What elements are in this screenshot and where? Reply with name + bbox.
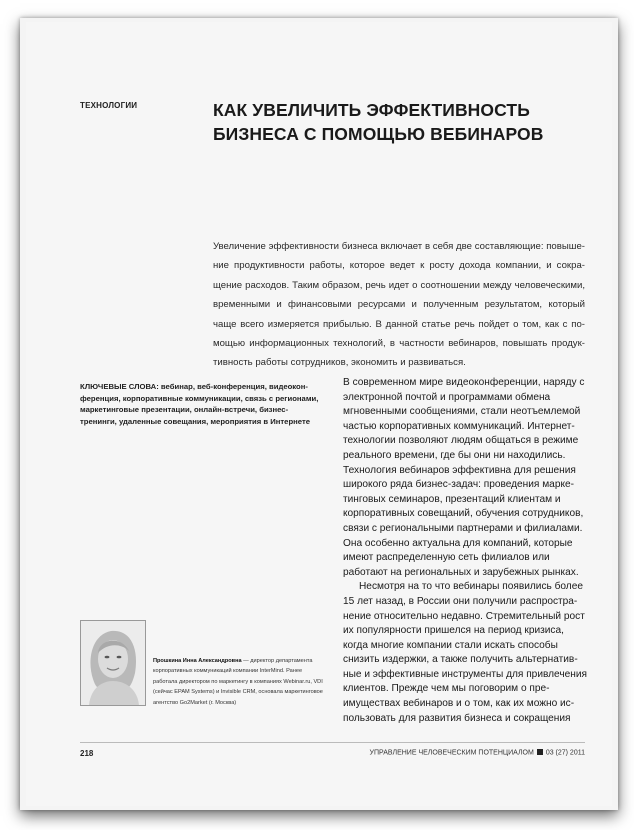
footer-divider [80, 742, 585, 743]
body-paragraph-2: Несмотря на то что вебинары появились более 15 лет назад, в России они получили распространение относительно недавно. Стремительный рост их популярности пришелся на период кризиса, когда многие компании стали искать способы снизить издержки, а также получить альтернативные и эффективные инструменты для привлечения клиентов. Прежде чем мы поговорим о преимуществах вебинаров и о том, как их можно использовать для развития бизнеса и сокращения [343, 581, 587, 724]
keywords [80, 381, 320, 427]
footer-journal-info [370, 749, 585, 757]
journal-issue: 03 (27) 2011 [545, 749, 585, 757]
author-name: Прошкина Инна Александровна [153, 658, 242, 664]
body-paragraph-1: В современном мире видеоконференции, наряду с электронной почтой и программами обмена мгновенными сообщениями, стали неотъемлемой частью корпоративных коммуникаций. Интернет-технологии позволяют людям общаться в режиме реального времени, где бы они ни находились. Технология вебинаров эффективна для решения широкого ряда бизнес-задач: проведения маркетинговых семинаров, презентаций клиентам и корпоративных совещаний, обучения сотрудников, связи с региональными партнерами и филиалами. Она особенно актуальна для компаний, которые имеют распределенную сеть филиалов или работают на региональных и зарубежных рынках. [343, 377, 585, 578]
author-portrait-image [81, 621, 145, 705]
article-body [343, 376, 587, 726]
keywords-label: КЛЮЧЕВЫЕ СЛОВА: [80, 382, 159, 391]
article-lead: Увеличение эффективности бизнеса включает в себя две составляющие: повышение продуктивности работы, которое ведет к росту дохода компании, и сокращение расходов. Таким образом, речь идет о соотношении между человеческими, временными и финансовыми ресурсами и полученным результатом, который чаще всего измеряется прибылью. В данной статье речь пойдет о том, как с помощью информационных технологий, в частности вебинаров, повышать продуктивность работы сотрудников, экономить и развиваться. [213, 241, 585, 369]
journal-name: УПРАВЛЕНИЕ ЧЕЛОВЕЧЕСКИМ ПОТЕНЦИАЛОМ [369, 749, 534, 757]
square-bullet-icon [537, 749, 543, 755]
section-label: ТЕХНОЛОГИИ [80, 101, 138, 110]
article-title: КАК УВЕЛИЧИТЬ ЭФФЕКТИВНОСТЬ БИЗНЕСА С ПОМОЩЬЮ ВЕБИНАРОВ [213, 100, 544, 144]
author-bio [153, 656, 323, 708]
page-number: 218 [80, 749, 94, 758]
keywords-text: вебинар, веб-конференция, видеоконференция, корпоративные коммуникации, связь с регионaми, маркетинговые презентации, онлайн-встречи, бизнес-тренинги, удаленные совещания, мероприятия в Интернете [80, 382, 319, 426]
author-bio-text: — директор департамента корпоративных коммуникаций компании InterMind. Ранее работала директором по маркетингу в компаниях Webinar.ru, VDI (сейчас EPAM Systems) и Invisible CRM, основала маркетинговое агентство Go2Market (г. Москва) [153, 658, 323, 706]
author-photo [80, 620, 146, 706]
